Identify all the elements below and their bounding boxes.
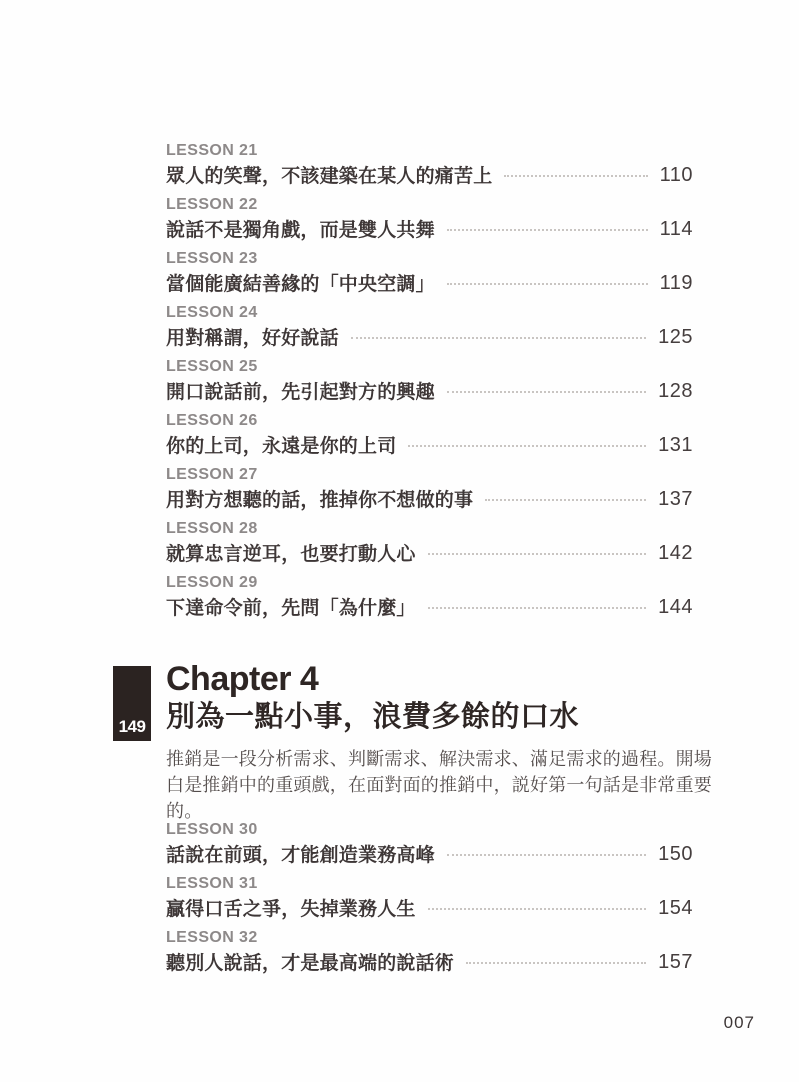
dotted-leader	[447, 854, 646, 856]
lesson-page-number: 154	[658, 896, 693, 919]
toc-entry	[166, 356, 693, 410]
toc-entry	[166, 140, 693, 194]
lesson-title: 下達命令前，先問「為什麼」	[166, 598, 416, 619]
toc-list-upper	[166, 140, 693, 626]
lesson-title: 贏得口舌之爭，失掉業務人生	[166, 899, 416, 920]
toc-entry	[166, 873, 693, 927]
toc-entry-row	[166, 485, 693, 512]
lesson-number-label: LESSON 27	[166, 466, 258, 483]
lesson-title: 眾人的笑聲，不該建築在某人的痛苦上	[166, 166, 493, 187]
toc-entry	[166, 927, 693, 981]
toc-entry-row	[166, 840, 693, 867]
lesson-number-label: LESSON 28	[166, 520, 258, 537]
lesson-title: 開口說話前，先引起對方的興趣	[166, 382, 435, 403]
toc-entry-row	[166, 948, 693, 975]
lesson-page-number: 125	[658, 325, 693, 348]
lesson-title: 你的上司，永遠是你的上司	[166, 436, 397, 457]
dotted-leader	[504, 175, 647, 177]
toc-entry-row	[166, 431, 693, 458]
dotted-leader	[447, 391, 646, 393]
toc-entry-row	[166, 593, 693, 620]
lesson-page-number: 110	[659, 163, 693, 186]
toc-entry-row	[166, 269, 693, 296]
toc-entry	[166, 302, 693, 356]
lesson-number-label: LESSON 26	[166, 412, 258, 429]
lesson-title: 話說在前頭，才能創造業務高峰	[166, 845, 435, 866]
lesson-page-number: 157	[658, 950, 693, 973]
chapter-start-page-number: 149	[118, 717, 146, 736]
lesson-number-label: LESSON 23	[166, 250, 258, 267]
dotted-leader	[466, 962, 646, 964]
toc-entry	[166, 518, 693, 572]
dotted-leader	[447, 283, 648, 285]
lesson-page-number: 119	[659, 271, 693, 294]
lesson-title: 就算忠言逆耳，也要打動人心	[166, 544, 416, 565]
lesson-page-number: 114	[659, 217, 693, 240]
toc-entry	[166, 248, 693, 302]
toc-entry	[166, 572, 693, 626]
toc-entry-row	[166, 323, 693, 350]
lesson-page-number: 128	[658, 379, 693, 402]
lesson-page-number: 137	[658, 487, 693, 510]
toc-entry	[166, 819, 693, 873]
chapter-heading: Chapter 4	[166, 660, 319, 698]
lesson-number-label: LESSON 24	[166, 304, 258, 321]
lesson-number-label: LESSON 21	[166, 142, 258, 159]
toc-entry-row	[166, 215, 693, 242]
lesson-title: 當個能廣結善緣的「中央空調」	[166, 274, 435, 295]
chapter-page-badge	[113, 666, 151, 741]
dotted-leader	[428, 553, 647, 555]
toc-entry-row	[166, 894, 693, 921]
lesson-title: 用對稱謂，好好說話	[166, 328, 339, 349]
dotted-leader	[485, 499, 646, 501]
lesson-number-label: LESSON 22	[166, 196, 258, 213]
toc-entry	[166, 464, 693, 518]
dotted-leader	[447, 229, 648, 231]
lesson-page-number: 150	[658, 842, 693, 865]
chapter-subtitle: 別為一點小事，浪費多餘的口水	[166, 701, 580, 733]
folio-page-number: 007	[723, 1013, 755, 1032]
lesson-page-number: 131	[658, 433, 693, 456]
lesson-number-label: LESSON 25	[166, 358, 258, 375]
lesson-page-number: 142	[658, 541, 693, 564]
toc-entry-row	[166, 161, 693, 188]
toc-list-lower	[166, 819, 693, 981]
toc-entry-row	[166, 539, 693, 566]
chapter-header	[166, 659, 579, 736]
lesson-title: 說話不是獨角戲，而是雙人共舞	[166, 220, 435, 241]
dotted-leader	[408, 445, 646, 447]
toc-entry	[166, 410, 693, 464]
lesson-page-number: 144	[658, 595, 693, 618]
chapter-intro-paragraph: 推銷是一段分析需求、判斷需求、解決需求、滿足需求的過程。開場白是推銷中的重頭戲，在面對面的推銷中，説好第一句話是非常重要的。	[166, 749, 712, 821]
dotted-leader	[428, 607, 647, 609]
lesson-title: 聽別人說話，才是最高端的說話術	[166, 953, 455, 974]
dotted-leader	[428, 908, 647, 910]
dotted-leader	[351, 337, 646, 339]
toc-entry	[166, 194, 693, 248]
lesson-number-label: LESSON 32	[166, 929, 258, 946]
lesson-number-label: LESSON 29	[166, 574, 258, 591]
toc-entry-row	[166, 377, 693, 404]
lesson-title: 用對方想聽的話，推掉你不想做的事	[166, 490, 474, 511]
lesson-number-label: LESSON 31	[166, 875, 258, 892]
lesson-number-label: LESSON 30	[166, 821, 258, 838]
